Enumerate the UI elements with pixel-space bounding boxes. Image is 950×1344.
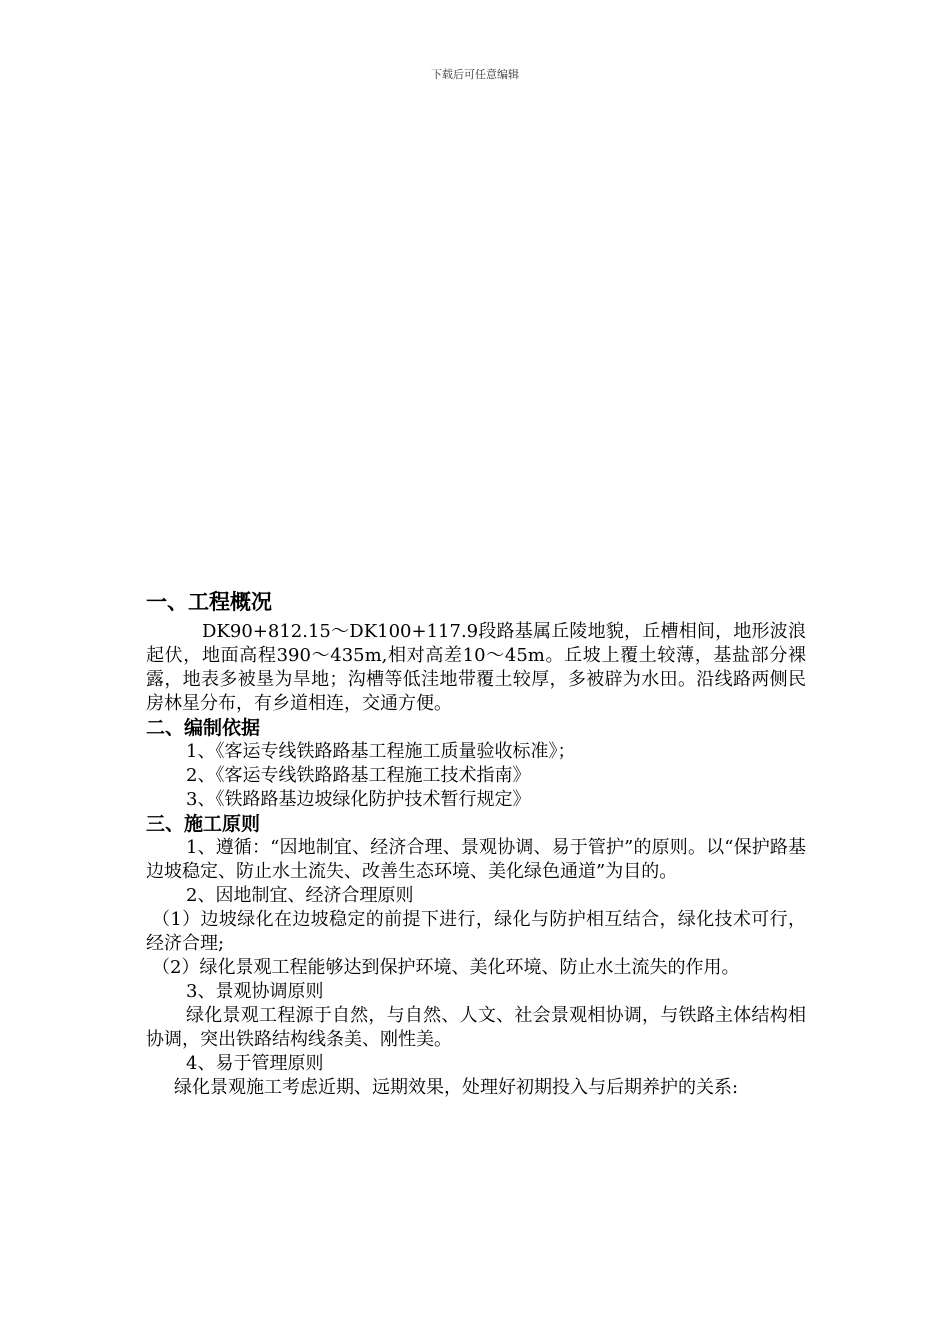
section-title-basis: 二、编制依据 [146,717,261,739]
principle-subtitle-3: 3、景观协调原则 [186,981,324,1002]
principle-item-2: （2）绿化景观工程能够达到保护环境、美化环境、防止水土流失的作用。 [152,957,740,978]
principle-subtitle-4: 4、易于管理原则 [186,1053,324,1074]
document-body [146,584,806,1100]
principle-paragraph-3: 绿化景观工程源于自然，与自然、人文、社会景观相协调，与铁路主体结构相协调，突出铁路结构线条美、刚性美。 [146,1005,806,1050]
basis-item-1: 1、《客运专线铁路路基工程施工质量验收标准》； [186,741,576,762]
principle-subtitle-2: 2、因地制宜、经济合理原则 [186,885,414,906]
section-title-overview: 一、工程概况 [146,590,272,614]
section-title-principles: 三、施工原则 [146,813,261,835]
basis-item-3: 3、《铁路路基边坡绿化防护技术暂行规定》 [186,789,531,810]
principle-item-1: （1）边坡绿化在边坡稳定的前提下进行，绿化与防护相互结合，绿化技术可行，经济合理; [146,909,806,954]
principle-paragraph-4: 绿化景观施工考虑近期、远期效果，处理好初期投入与后期养护的关系: [174,1077,739,1098]
principle-paragraph-1: 1、遵循：“因地制宜、经济合理、景观协调、易于管护”的原则。以“保护路基边坡稳定、防止水土流失、改善生态环境、美化绿色通道”为目的。 [146,837,806,882]
page-header-note: 下载后可任意编辑 [431,68,519,81]
overview-paragraph: DK90+812.15～DK100+117.9段路基属丘陵地貌，丘槽相间，地形波浪起伏，地面高程390～435m,相对高差10～45m。丘坡上覆土较薄，基盐部分裸露，地表多被垦为旱地；沟槽等低洼地带覆土较厚，多被辟为水田。沿线路两侧民房林星分布，有乡道相连，交通方便。 [146,621,806,714]
basis-item-2: 2、《客运专线铁路路基工程施工技术指南》 [186,765,531,786]
